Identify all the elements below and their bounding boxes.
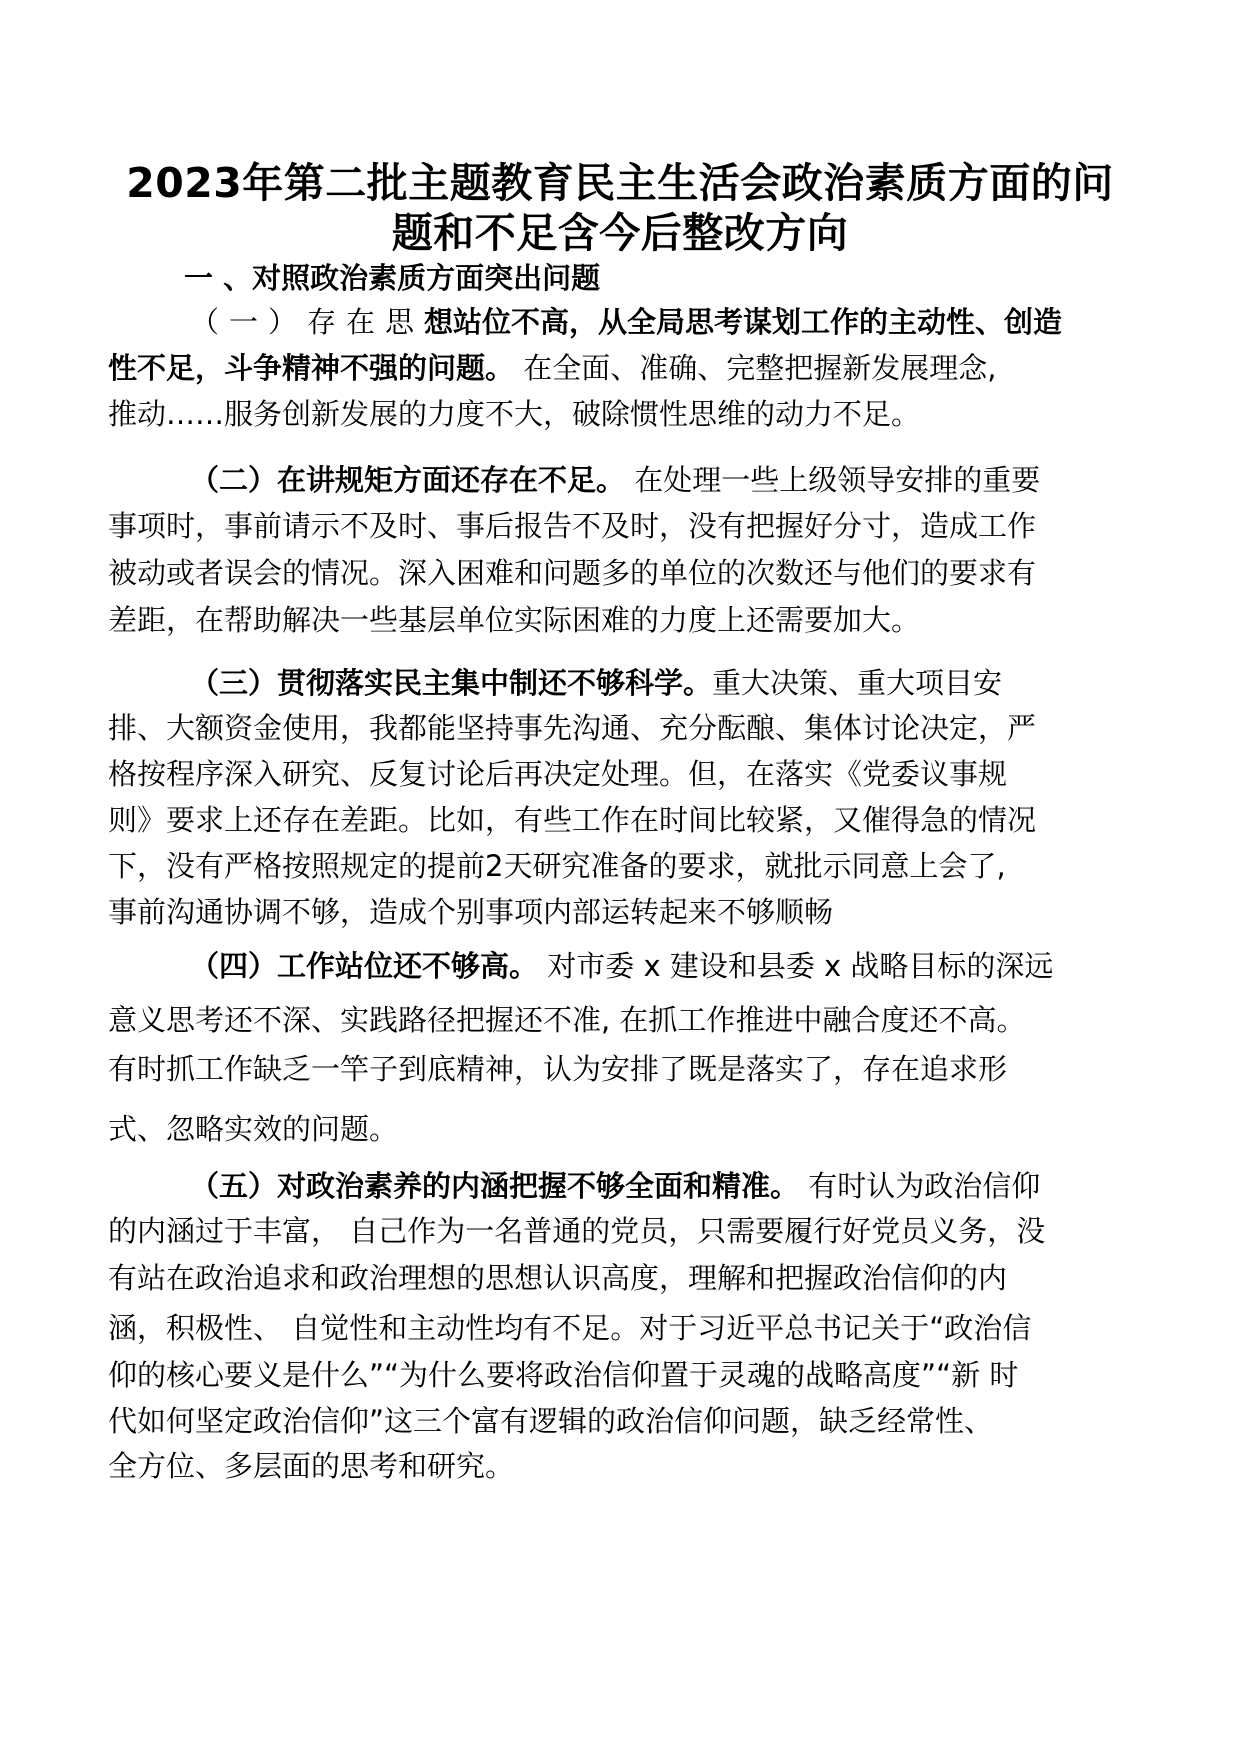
document-title-line-1: 2023年第二批主题教育民主生活会政治素质方面的问 xyxy=(126,159,1114,207)
paragraph-2-line-2: 事项时，事前请示不及时、事后报告不及时，没有把握好分寸，造成工作 xyxy=(108,509,1037,543)
paragraph-2-text: 在处理一些上级领导安排的重要 xyxy=(625,463,1041,497)
paragraph-3-text: 重大决策、重大项目安 xyxy=(712,666,1003,700)
paragraph-1-heading-part-2: 性不足，斗争精神不强的问题。 xyxy=(108,351,515,385)
paragraph-1-heading-part-1: 想站位不高，从全局思考谋划工作的主动性、创造 xyxy=(424,305,1063,339)
paragraph-1-line-3: 推动……服务创新发展的力度不大，破除惯性思维的动力不足。 xyxy=(108,397,921,431)
paragraph-5-line-2: 的内涵过于丰富， 自己作为一名普通的党员，只需要履行好党员义务，没 xyxy=(108,1214,1046,1248)
paragraph-1-text: 在全面、准确、完整把握新发展理念, xyxy=(514,351,997,385)
paragraph-5-line-7: 全方位、多层面的思考和研究。 xyxy=(108,1449,515,1483)
paragraph-4-line-4: 式、忽略实效的问题。 xyxy=(108,1112,399,1146)
paragraph-4-heading: （四）工作站位还不够高。 xyxy=(190,949,539,983)
paragraph-4-text: 对市委 x 建设和县委 x 战略目标的深远 xyxy=(538,949,1054,983)
section-1-heading: 一 、对照政治素质方面突出问题 xyxy=(184,261,601,295)
paragraph-1-line-1 xyxy=(190,302,1130,342)
paragraph-3-line-2: 排、大额资金使用，我都能坚持事先沟通、充分酝酿、集体讨论决定，严 xyxy=(108,711,1037,745)
paragraph-3-line-5: 下，没有严格按照规定的提前2天研究准备的要求，就批示同意上会了, xyxy=(108,849,1006,883)
paragraph-5-line-4: 涵，积极性、 自觉性和主动性均有不足。对于习近平总书记关于“政治信 xyxy=(108,1311,1032,1345)
paragraph-2-line-4: 差距，在帮助解决一些基层单位实际困难的力度上还需要加大。 xyxy=(108,603,921,637)
paragraph-4-line-1 xyxy=(190,946,1130,986)
paragraph-3-line-6: 事前沟通协调不够，造成个别事项内部运转起来不够顺畅 xyxy=(108,895,834,929)
paragraph-1-prefix: （一）存在思 xyxy=(190,305,425,339)
paragraph-4-line-3: 有时抓工作缺乏一竿子到底精神，认为安排了既是落实了，存在追求形 xyxy=(108,1052,1008,1086)
paragraph-4-line-2: 意义思考还不深、实践路径把握还不准, 在抓工作推进中融合度还不高。 xyxy=(108,1003,1026,1037)
paragraph-2-line-1 xyxy=(190,460,1130,500)
paragraph-2-line-3: 被动或者误会的情况。深入困难和问题多的单位的次数还与他们的要求有 xyxy=(108,556,1037,590)
paragraph-1-line-2 xyxy=(108,348,1128,388)
paragraph-5-text: 有时认为政治信仰 xyxy=(799,1169,1041,1203)
paragraph-5-line-5: 仰的核心要义是什么”“为什么要将政治信仰置于灵魂的战略高度”“新 时 xyxy=(108,1358,1019,1392)
paragraph-5-heading: （五）对政治素养的内涵把握不够全面和精准。 xyxy=(190,1169,800,1203)
paragraph-3-line-1 xyxy=(190,663,1130,703)
paragraph-5-line-3: 有站在政治追求和政治理想的思想认识高度，理解和把握政治信仰的内 xyxy=(108,1261,1008,1295)
paragraph-5-line-6: 代如何坚定政治信仰”这三个富有逻辑的政治信仰问题，缺乏经常性、 xyxy=(108,1404,994,1438)
paragraph-3-line-4: 则》要求上还存在差距。比如，有些工作在时间比较紧，又催得急的情况 xyxy=(108,803,1037,837)
paragraph-3-heading: （三）贯彻落实民主集中制还不够科学。 xyxy=(190,666,713,700)
paragraph-3-line-3: 格按程序深入研究、反复讨论后再决定处理。但，在落实《党委议事规 xyxy=(108,757,1008,791)
paragraph-5-line-1 xyxy=(190,1166,1130,1206)
paragraph-2-heading: （二）在讲规矩方面还存在不足。 xyxy=(190,463,626,497)
document-title-line-2: 题和不足含今后整改方向 xyxy=(391,209,849,257)
